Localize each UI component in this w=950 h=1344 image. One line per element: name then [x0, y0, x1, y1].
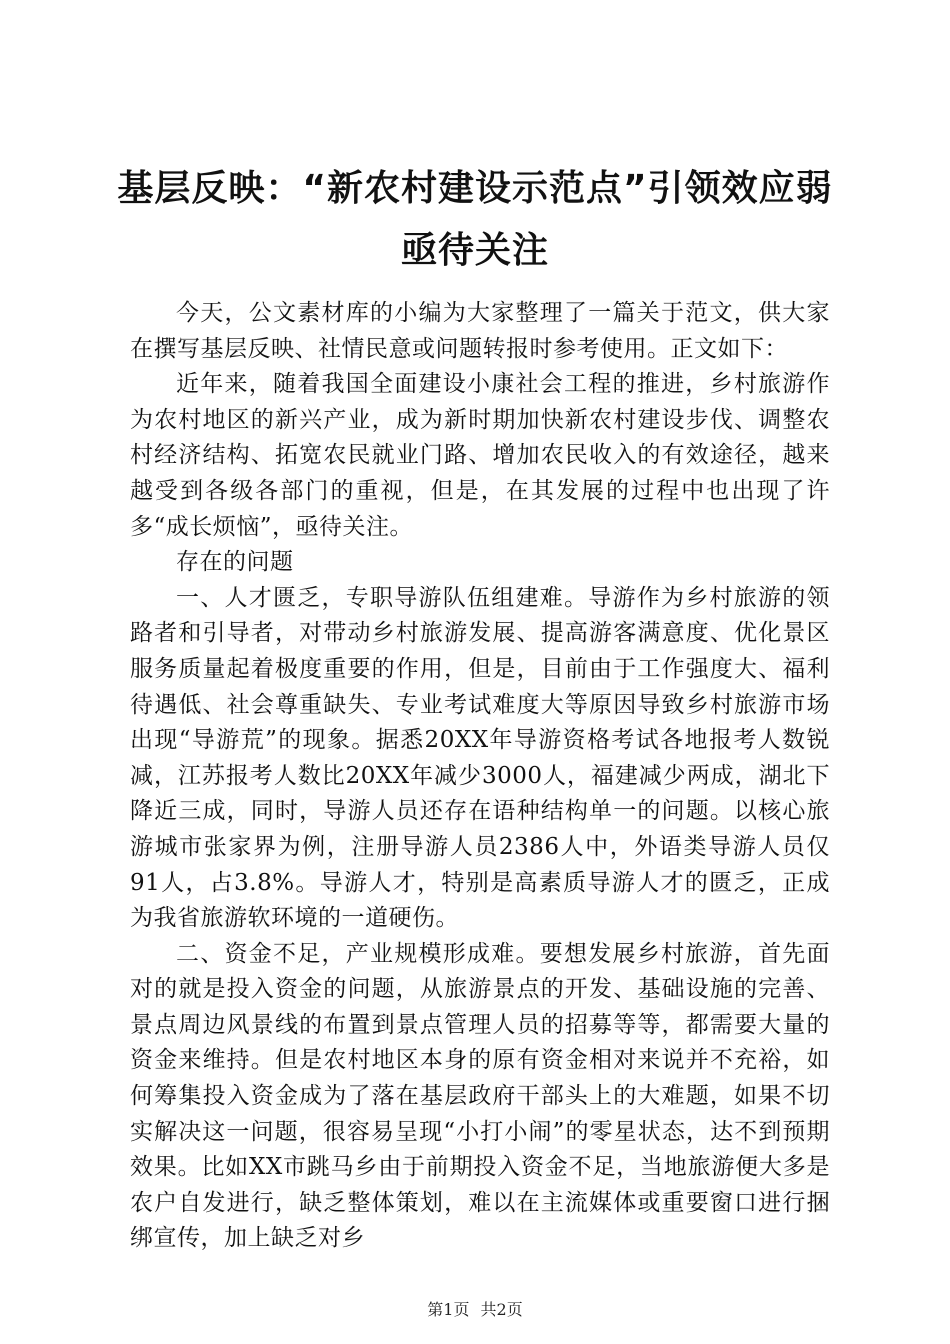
page-number: 第1页: [427, 1300, 470, 1319]
background-paragraph: 近年来，随着我国全面建设小康社会工程的推进，乡村旅游作为农村地区的新兴产业，成为新时期加快新农村建设步伐、调整农村经济结构、拓宽农民就业门路、增加农民收入的有效途径，越来越受到各级各部门的重视，但是，在其发展的过程中也出现了许多“成长烦恼”，亟待关注。: [130, 371, 830, 540]
problem-two-paragraph: 二、资金不足，产业规模形成难。要想发展乡村旅游，首先面对的就是投入资金的问题，从旅游景点的开发、基础设施的完善、景点周边风景线的布置到景点管理人员的招募等等，都需要大量的资金来维持。但是农村地区本身的原有资金相对来说并不充裕，如何筹集投入资金成为了落在基层政府干部头上的大难题，如果不切实解决这一问题，很容易呈现“小打小闹”的零星状态，达不到预期效果。比如XX市跳马乡由于前期投入资金不足，当地旅游便大多是农户自发进行，缺乏整体策划，难以在主流媒体或重要窗口进行捆绑宣传，加上缺乏对乡: [130, 940, 830, 1252]
intro-paragraph: 今天，公文素材库的小编为大家整理了一篇关于范文，供大家在撰写基层反映、社情民意或问题转报时参考使用。正文如下：: [130, 300, 830, 362]
section-heading: 存在的问题: [176, 549, 294, 576]
problem-one-paragraph: 一、人才匮乏，专职导游队伍组建难。导游作为乡村旅游的领路者和引导者，对带动乡村旅游发展、提高游客满意度、优化景区服务质量起着极度重要的作用，但是，目前由于工作强度大、福利待遇低、社会尊重缺失、专业考试难度大等原因导致乡村旅游市场出现“导游荒”的现象。据悉20XX年导游资格考试各地报考人数锐减，江苏报考人数比20XX年减少3000人，福建减少两成，湖北下降近三成，同时，导游人员还存在语种结构单一的问题。以核心旅游城市张家界为例，注册导游人员2386人中，外语类导游人员仅91人，占3.8%。导游人才，特别是高素质导游人才的匮乏，正成为我省旅游软环境的一道硬伤。: [130, 584, 830, 932]
document-body: [130, 296, 830, 1257]
document-title: 基层反映：“新农村建设示范点”引领效应弱亟待关注: [117, 168, 833, 271]
page-total: 共2页: [480, 1300, 523, 1319]
page-footer: [0, 1300, 950, 1320]
